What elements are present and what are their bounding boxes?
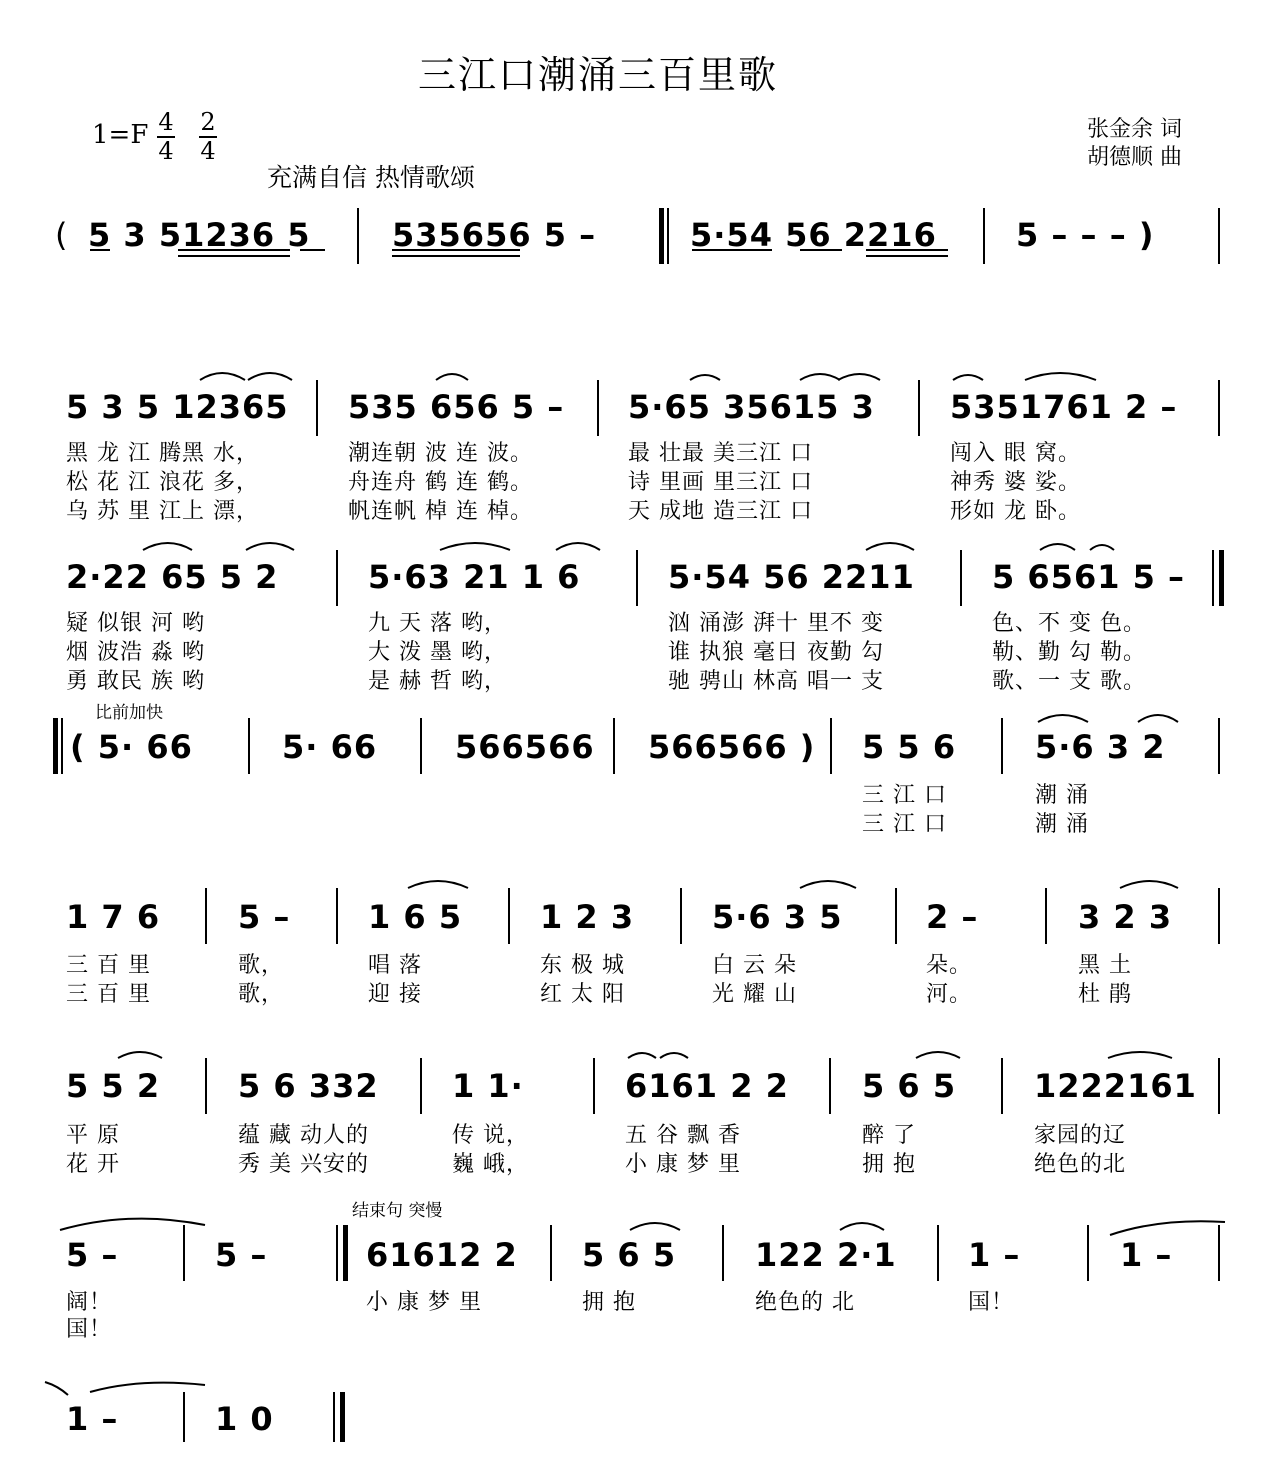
lyric: 家园的辽	[1034, 1123, 1127, 1148]
measure-notes: 1 2 3	[540, 898, 635, 936]
time-signature-2: 2 4	[200, 108, 216, 165]
lyric: 河。	[926, 982, 973, 1007]
lyric: 帆连帆 棹 连 棹。	[348, 499, 533, 524]
lyric: 黑 土	[1078, 953, 1132, 978]
lyric: 醉 了	[862, 1123, 916, 1148]
measure-notes: 1 –	[968, 1236, 1021, 1274]
lyric: 东 极 城	[540, 953, 625, 978]
measure-notes: 5·54 56 2211	[668, 558, 915, 596]
lyric: 大 泼 墨 哟，	[368, 640, 507, 665]
lyric: 光 耀 山	[712, 982, 797, 1007]
lyric: 最 壮最 美三江 口	[628, 441, 813, 466]
lyric: 驰 骋山 林高 唱一 支	[668, 669, 884, 694]
measure-notes: 5 – – – )	[1016, 216, 1155, 254]
key-signature: 1=F	[92, 120, 149, 150]
measure-notes: 1 7 6	[66, 898, 161, 936]
measure-notes: 2 –	[926, 898, 979, 936]
measure-notes: 61612 2	[366, 1236, 518, 1274]
lyric: 花 开	[66, 1152, 120, 1177]
measure-notes: 5 6 5	[862, 1067, 957, 1105]
measure-notes: 1 0	[215, 1400, 274, 1438]
lyric: 神秀 婆 娑。	[950, 470, 1081, 495]
lyric: 红 太 阳	[540, 982, 625, 1007]
tempo-mark: 结束句 突慢	[352, 1201, 443, 1221]
measure-notes: 5 6561 5 –	[992, 558, 1186, 596]
lyric: 勒、勤 勾 勒。	[992, 640, 1146, 665]
lyric: 白 云 朵	[712, 953, 797, 978]
lyric: 诗 里画 里三江 口	[628, 470, 813, 495]
lyric: 拥 抱	[862, 1152, 916, 1177]
measure-notes: 1 –	[1120, 1236, 1173, 1274]
lyric: 歌，	[238, 982, 285, 1007]
measure-notes: 5351761 2 –	[950, 388, 1178, 426]
lyric: 歌、一 支 歌。	[992, 669, 1146, 694]
lyric: 蕴 藏 动人的	[238, 1123, 369, 1148]
measure-notes: 2·22 65 5 2	[66, 558, 279, 596]
lyric: 杜 鹃	[1078, 982, 1132, 1007]
measure-notes: 1 –	[66, 1400, 119, 1438]
lyric: 平 原	[66, 1123, 120, 1148]
lyric: 三 百 里	[66, 982, 151, 1007]
measure-notes: 1222161	[1034, 1067, 1197, 1105]
lyric: 闯入 眼 窝。	[950, 441, 1081, 466]
lyric: 形如 龙 卧。	[950, 499, 1081, 524]
lyric: 小 康 梦 里	[366, 1290, 482, 1315]
lyric: 九 天 落 哟，	[368, 611, 507, 636]
measure-notes: 5 –	[238, 898, 291, 936]
lyric: 歌，	[238, 953, 285, 978]
lyric: 是 赫 哲 哟，	[368, 669, 507, 694]
lyric: 黑 龙 江 腾黑 水，	[66, 441, 259, 466]
measure-notes: 5· 66	[282, 728, 378, 766]
measure-notes: 5·54 56 2216	[690, 216, 937, 254]
lyric: 国！	[968, 1290, 1015, 1315]
lyric: 绝色的 北	[755, 1290, 855, 1315]
lyric: 传 说，	[452, 1123, 529, 1148]
lyric: 三 江 口	[862, 783, 947, 808]
lyric: 疑 似银 河 哟	[66, 611, 205, 636]
song-title: 三江口潮涌三百里歌	[418, 53, 779, 97]
lyric: 天 成地 造三江 口	[628, 499, 813, 524]
lyric: 迎 接	[368, 982, 422, 1007]
lyric: 三 江 口	[862, 812, 947, 837]
lyric: 乌 苏 里 江上 漂，	[66, 499, 259, 524]
time-signature-1: 4 4	[158, 108, 174, 165]
measure-notes: 3 2 3	[1078, 898, 1173, 936]
lyric: 秀 美 兴安的	[238, 1152, 369, 1177]
measure-notes: 5 6 332	[238, 1067, 379, 1105]
lyric: 绝色的北	[1034, 1152, 1127, 1177]
lyric: 谁 执狼 毫日 夜勤 勾	[668, 640, 884, 665]
measure-notes: 5·6 3 5	[712, 898, 843, 936]
lyric: 松 花 江 浪花 多，	[66, 470, 259, 495]
lyric: 巍 峨，	[452, 1152, 529, 1177]
measure-notes: 5 5 6	[862, 728, 957, 766]
measure-notes: 5·63 21 1 6	[368, 558, 581, 596]
measure-notes: 5 3 51236 5	[88, 216, 311, 254]
lyric: 潮 涌	[1035, 812, 1089, 837]
measure-notes: 5 6 5	[582, 1236, 677, 1274]
lyric: 色、不 变 色。	[992, 611, 1146, 636]
lyric: 小 康 梦 里	[625, 1152, 741, 1177]
expression-mark: 充满自信 热情歌颂	[267, 163, 475, 192]
measure-notes: 122 2·1	[755, 1236, 897, 1274]
lyric: 烟 波浩 淼 哟	[66, 640, 205, 665]
open-paren: (	[55, 216, 69, 254]
lyric: 唱 落	[368, 953, 422, 978]
measure-notes: 5 –	[66, 1236, 119, 1274]
lyric: 舟连舟 鹤 连 鹤。	[348, 470, 533, 495]
measure-notes: 6161 2 2	[625, 1067, 789, 1105]
measure-notes: 5·6 3 2	[1035, 728, 1166, 766]
lyric: 潮连朝 波 连 波。	[348, 441, 533, 466]
lyric: 朵。	[926, 953, 973, 978]
composer-credit: 胡德顺 曲	[1087, 145, 1182, 170]
lyric: 三 百 里	[66, 953, 151, 978]
measure-notes: 5·65 35615 3	[628, 388, 875, 426]
measure-notes: ( 5· 66	[70, 728, 193, 766]
measure-notes: 566566	[455, 728, 595, 766]
lyric: 国！	[66, 1317, 113, 1342]
tempo-mark: 比前加快	[95, 703, 163, 723]
measure-notes: 1 1·	[452, 1067, 524, 1105]
measure-notes: 1 6 5	[368, 898, 463, 936]
measure-notes: 5 3 5 12365	[66, 388, 289, 426]
lyric: 阔！	[66, 1290, 113, 1315]
lyric: 拥 抱	[582, 1290, 636, 1315]
lyric: 汹 涌澎 湃十 里不 变	[668, 611, 884, 636]
lyric: 五 谷 飘 香	[625, 1123, 741, 1148]
measure-notes: 535656 5 –	[392, 216, 597, 254]
measure-notes: 535 656 5 –	[348, 388, 565, 426]
measure-notes: 5 –	[215, 1236, 268, 1274]
lyric: 潮 涌	[1035, 783, 1089, 808]
lyricist-credit: 张金余 词	[1087, 117, 1182, 142]
lyric: 勇 敢民 族 哟	[66, 669, 205, 694]
measure-notes: 5 5 2	[66, 1067, 161, 1105]
measure-notes: 566566 )	[648, 728, 816, 766]
